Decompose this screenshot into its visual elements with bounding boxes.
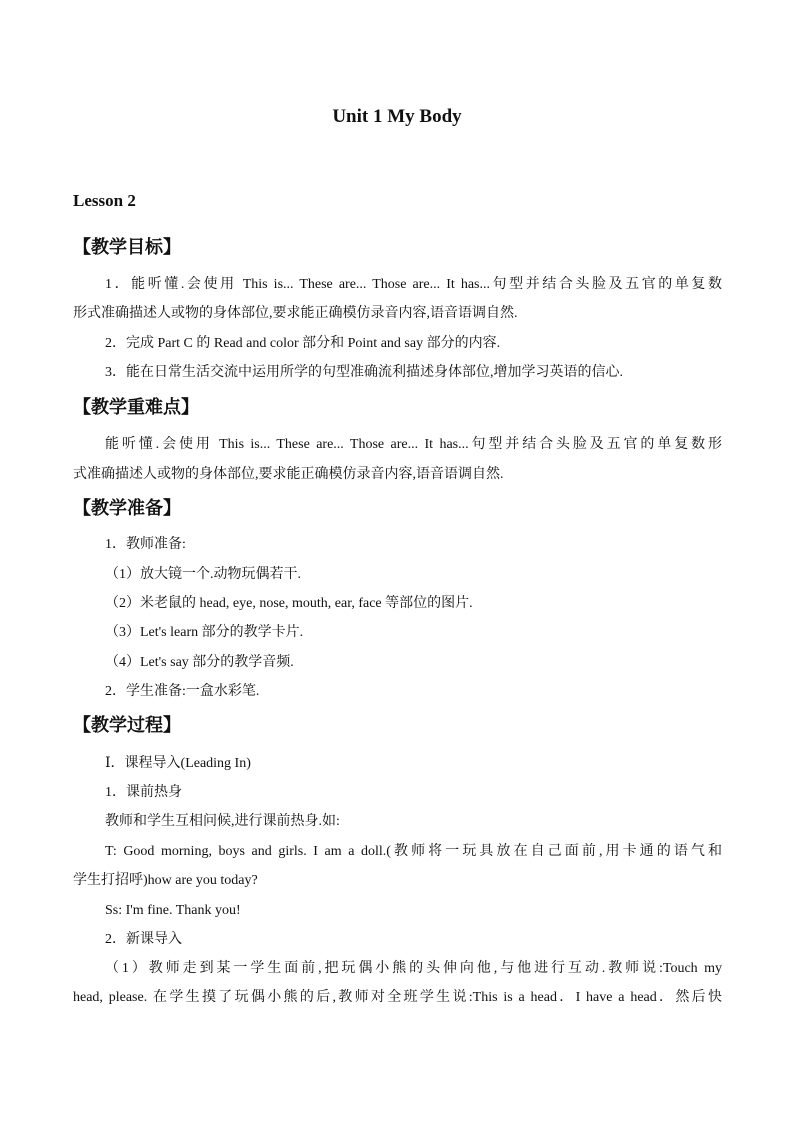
process-line-1: Ⅰ．课程导入(Leading In) [105, 756, 251, 771]
preparation-line-1: 1．教师准备: [105, 537, 186, 552]
key-points-line-1: 能听懂.会使用 This is... These are... Those are... It has...句型并结合头脸及五官的单复数形 [105, 437, 722, 452]
process-line-9: head, please. 在学生摸了玩偶小熊的后,教师对全班学生说:This is a head．I have a head．然后快 [73, 990, 722, 1005]
process-line-8: （1）教师走到某一学生面前,把玩偶小熊的头伸向他,与他进行互动.教师说:Touch my [105, 961, 722, 976]
preparation-line-5: （4）Let's say 部分的教学音频. [105, 655, 294, 670]
preparation-heading: 【教学准备】 [73, 498, 181, 519]
objectives-line-4: 3．能在日常生活交流中运用所学的句型准确流利描述身体部位,增加学习英语的信心. [105, 365, 623, 380]
objectives-line-3: 2．完成 Part C 的 Read and color 部分和 Point and say 部分的内容. [105, 336, 501, 351]
preparation-line-6: 2．学生准备:一盒水彩笔. [105, 684, 260, 699]
key-points-heading: 【教学重难点】 [73, 397, 199, 418]
process-line-2: 1．课前热身 [105, 785, 182, 800]
page-title: Unit 1 My Body [332, 106, 462, 127]
lesson-label: Lesson 2 [73, 191, 136, 210]
process-line-3: 教师和学生互相问候,进行课前热身.如: [105, 814, 340, 829]
objectives-line-1: 1．能听懂.会使用 This is... These are... Those are... It has...句型并结合头脸及五官的单复数 [105, 277, 722, 292]
preparation-line-3: （2）米老鼠的 head, eye, nose, mouth, ear, face 等部位的图片. [105, 596, 473, 611]
key-points-line-2: 式准确描述人或物的身体部位,要求能正确模仿录音内容,语音语调自然. [73, 467, 504, 482]
objectives-heading: 【教学目标】 [73, 237, 181, 258]
preparation-line-4: （3）Let's learn 部分的教学卡片. [105, 625, 304, 640]
process-line-7: 2．新课导入 [105, 932, 182, 947]
process-line-5: 学生打招呼)how are you today? [73, 873, 258, 888]
objectives-line-2: 形式准确描述人或物的身体部位,要求能正确模仿录音内容,语音语调自然. [73, 306, 518, 321]
process-line-6: Ss: I'm fine. Thank you! [105, 903, 241, 918]
process-heading: 【教学过程】 [73, 715, 181, 736]
preparation-line-2: （1）放大镜一个.动物玩偶若干. [105, 567, 301, 582]
process-line-4: T: Good morning, boys and girls. I am a doll.(教师将一玩具放在自己面前,用卡通的语气和 [105, 844, 722, 859]
